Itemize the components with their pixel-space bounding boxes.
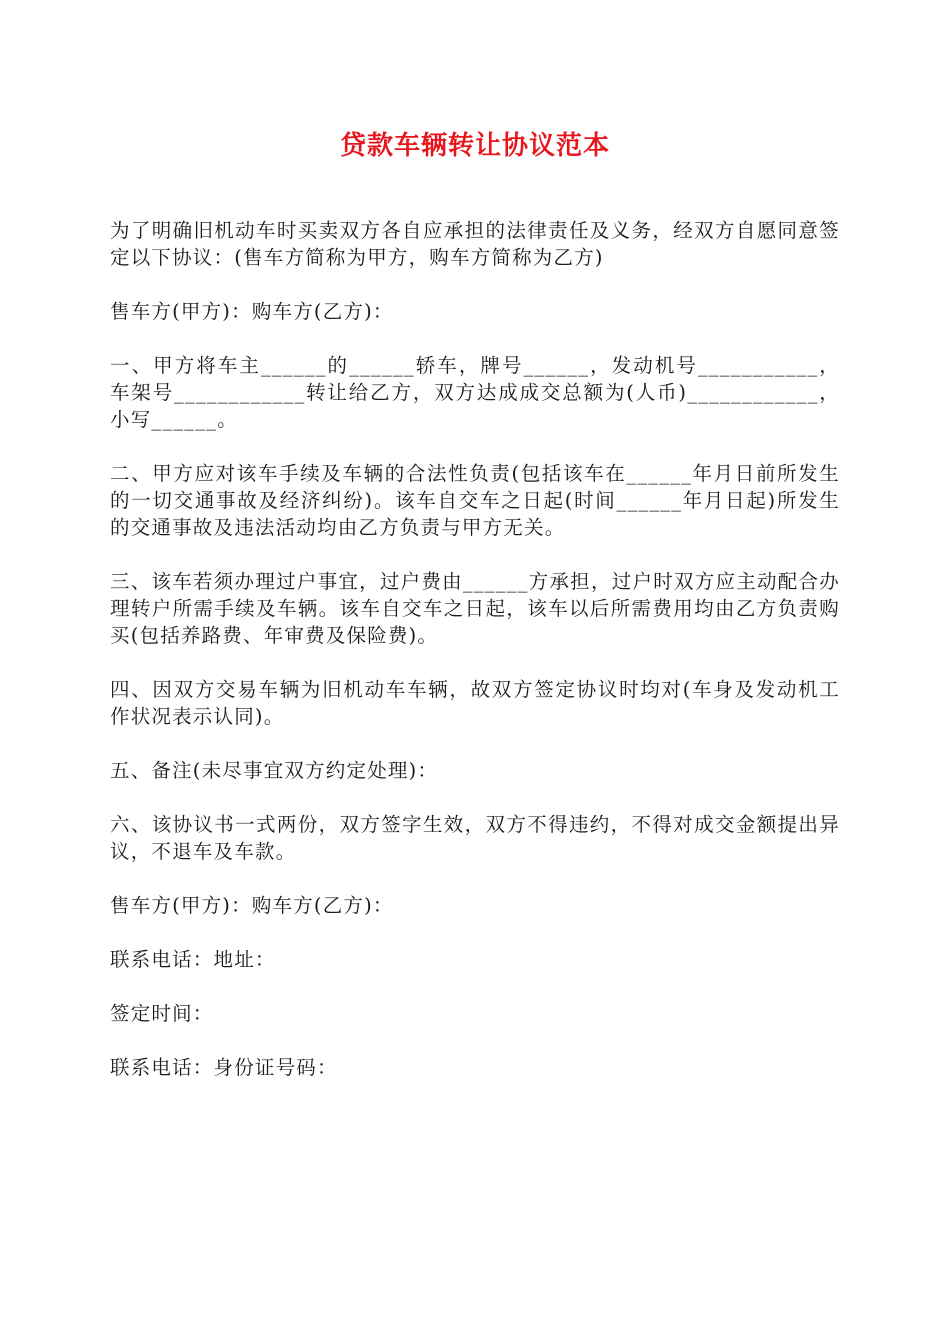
paragraph-preamble: 为了明确旧机动车时买卖双方各自应承担的法律责任及义务，经双方自愿同意签定以下协议：(售车方简称为甲方，购车方简称为乙方) [110, 219, 840, 269]
paragraph-clause-2: 二、甲方应对该车手续及车辆的合法性负责(包括该车在______年月日前所发生的一切交通事故及经济纠纷)。该车自交车之日起(时间______年月日起)所发生的交通事故及违法活动均由乙方负责与甲方无关。 [110, 462, 840, 539]
signature-contact-id: 联系电话：身份证号码： [110, 1056, 338, 1079]
paragraph-clause-5: 五、备注(未尽事宜双方约定处理)： [110, 759, 439, 782]
paragraph-clause-1: 一、甲方将车主______的______轿车，牌号______，发动机号___________，车架号____________转让给乙方，双方达成成交总额为(人币)____________，小写______。 [110, 354, 840, 431]
paragraph-clause-6: 六、该协议书一式两份，双方签字生效，双方不得违约，不得对成交金额提出异议，不退车及车款。 [110, 813, 840, 863]
signature-contact-address: 联系电话：地址： [110, 948, 276, 971]
document-title: 贷款车辆转让协议范本 [339, 131, 610, 161]
signature-parties: 售车方(甲方)：购车方(乙方)： [110, 894, 394, 917]
signature-date: 签定时间： [110, 1002, 214, 1025]
document-body [110, 217, 840, 1108]
paragraph-parties: 售车方(甲方)：购车方(乙方)： [110, 300, 394, 323]
paragraph-clause-3: 三、该车若须办理过户事宜，过户费由______方承担，过户时双方应主动配合办理转户所需手续及车辆。该车自交车之日起，该车以后所需费用均由乙方负责购买(包括养路费、年审费及保险费)。 [110, 570, 840, 647]
paragraph-clause-4: 四、因双方交易车辆为旧机动车车辆，故双方签定协议时均对(车身及发动机工作状况表示认同)。 [110, 678, 840, 728]
